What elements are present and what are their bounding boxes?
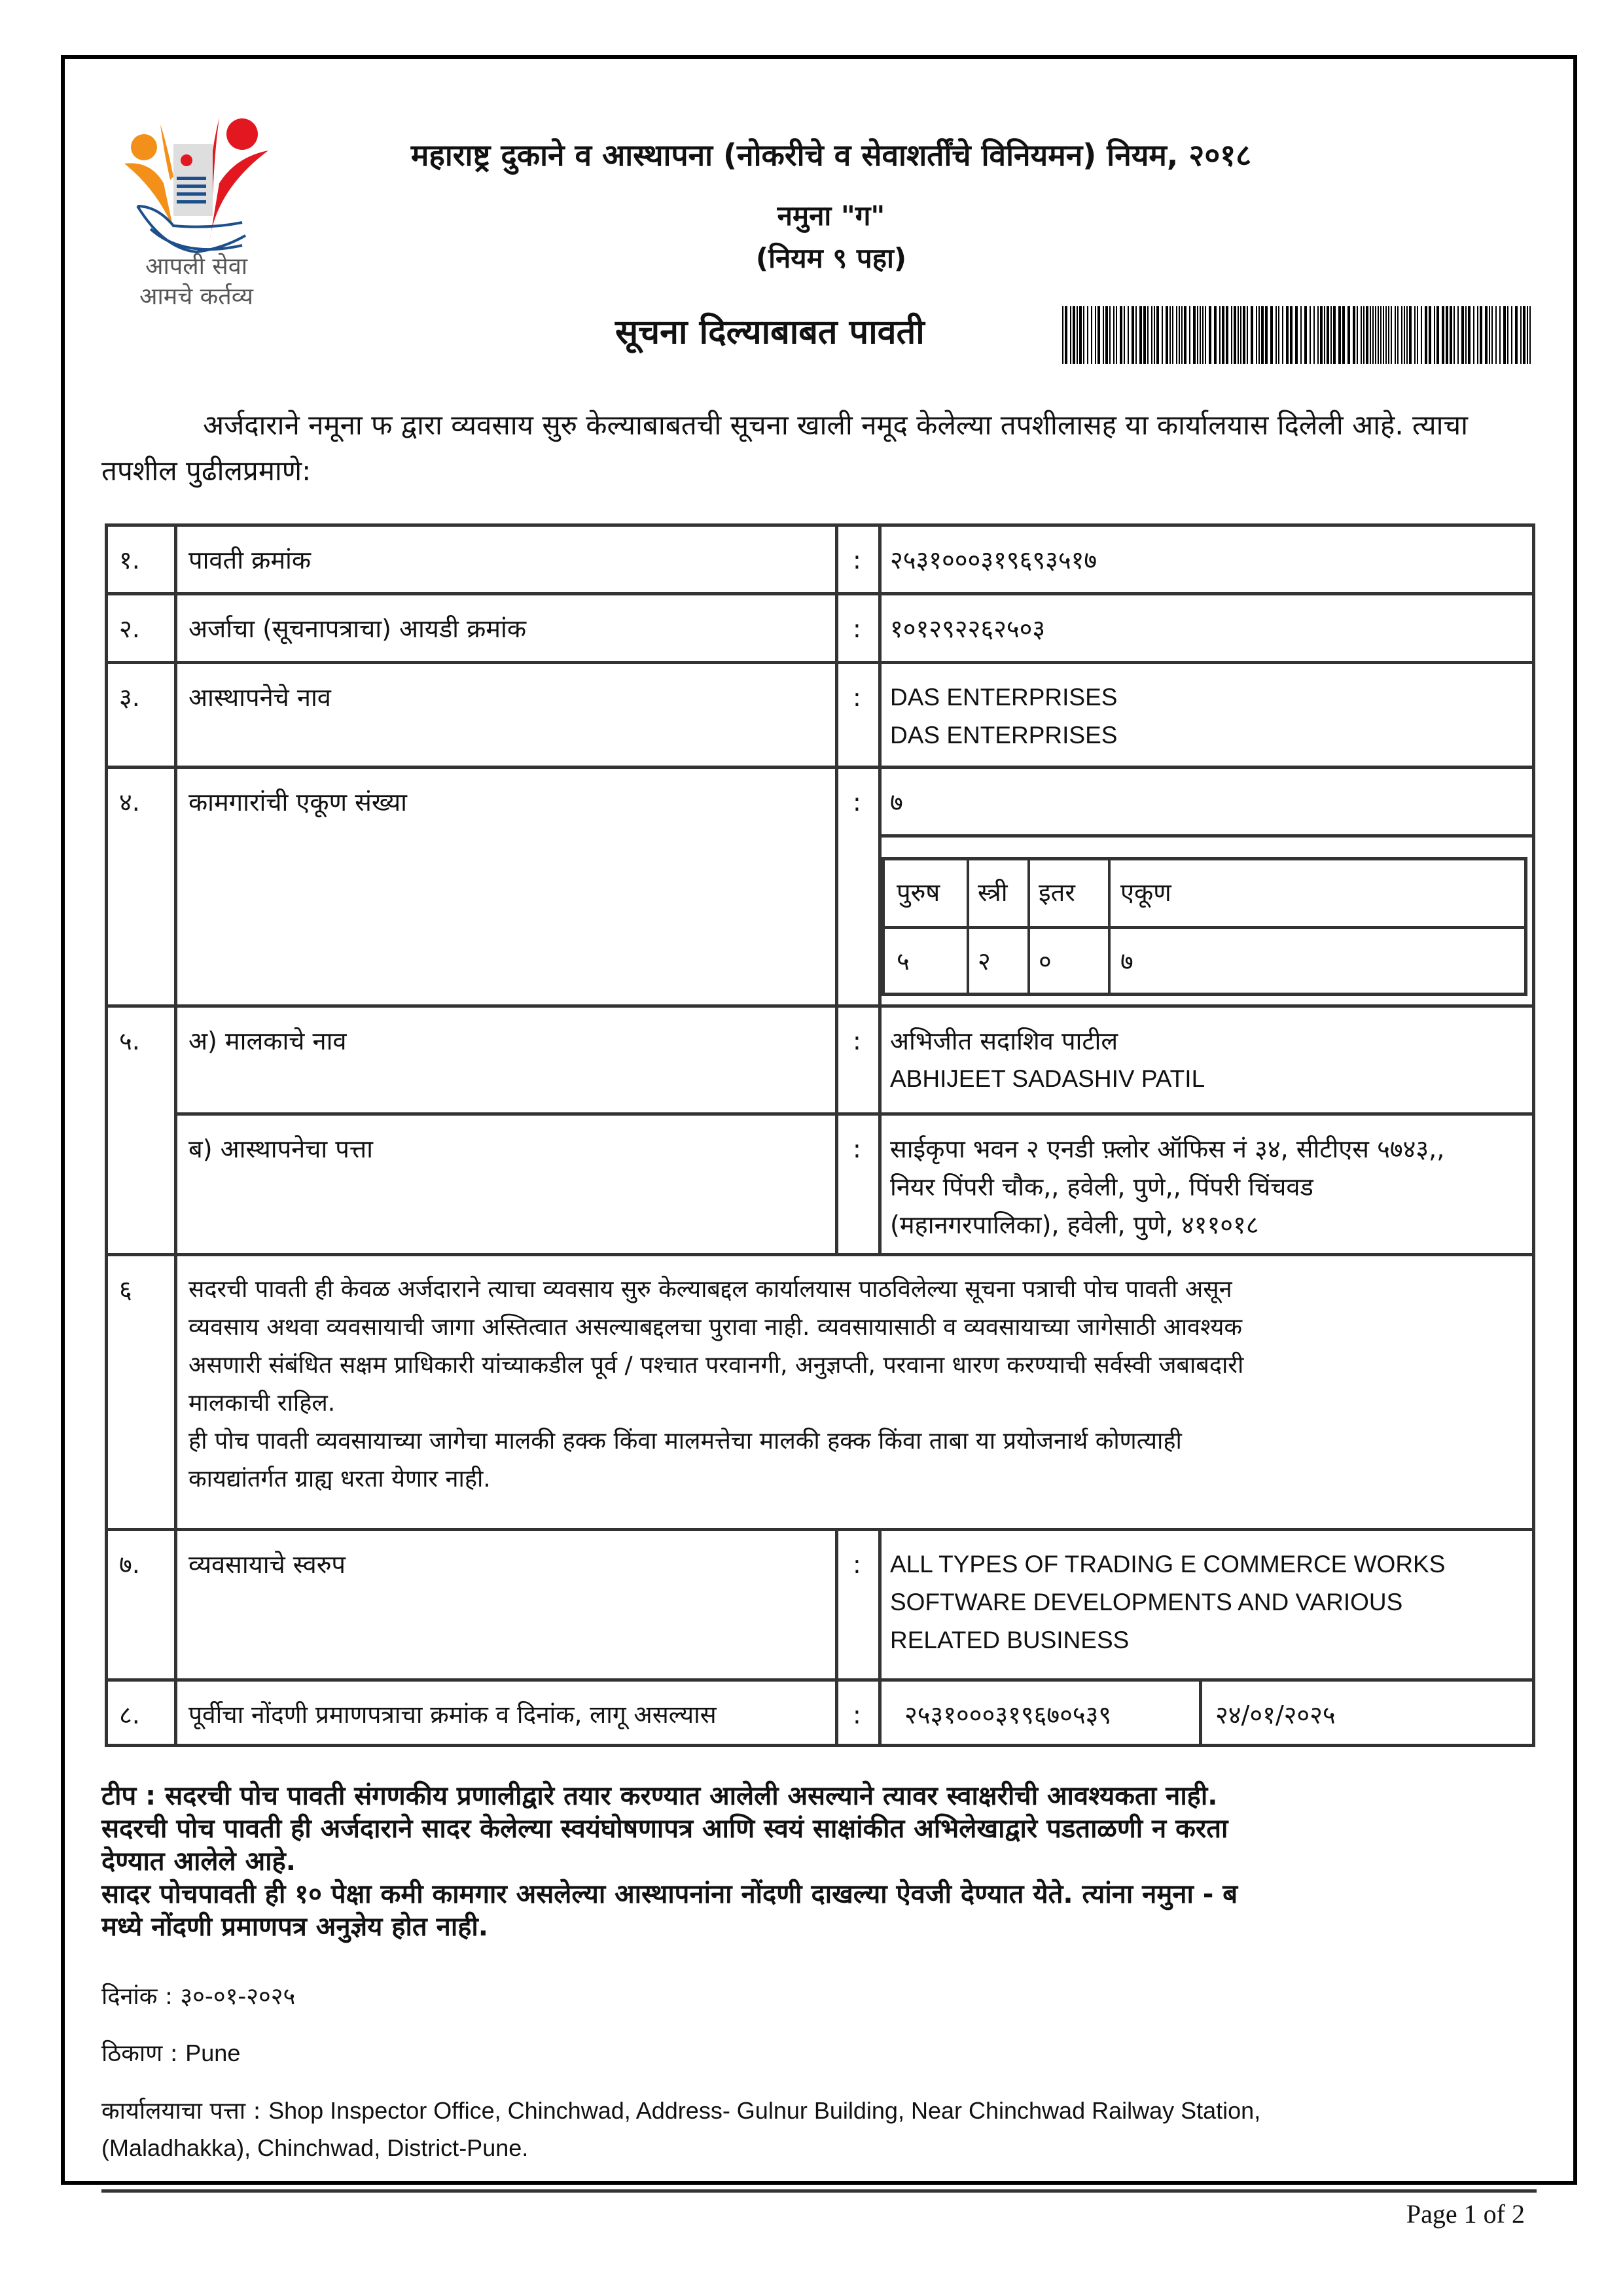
row-separator: : xyxy=(853,1550,861,1579)
row-number: २. xyxy=(119,614,140,643)
note-line3: देण्यात आलेले आहे. xyxy=(101,1846,296,1877)
row-separator: : xyxy=(853,683,861,712)
office-address xyxy=(101,2093,1260,2166)
logo-tagline-line1: आपली सेवा xyxy=(145,253,248,280)
barcode-bar xyxy=(1429,306,1431,364)
barcode-bar xyxy=(1347,306,1350,364)
barcode-bar xyxy=(1361,306,1362,364)
barcode-bar xyxy=(1304,306,1307,364)
header-total: एकूण xyxy=(1120,878,1171,907)
sub-table-col-divider xyxy=(1108,860,1111,993)
barcode-bar xyxy=(1243,306,1245,364)
worker-breakdown-table xyxy=(882,857,1527,996)
barcode-bar xyxy=(1529,306,1531,364)
establishment-address-line3: (महानगरपालिका), हवेली, पुणे, ४११०१८ xyxy=(890,1210,1259,1239)
sub-table-col-divider xyxy=(967,860,969,993)
barcode-bar xyxy=(1457,306,1459,364)
barcode-bar xyxy=(1395,306,1396,364)
barcode-bar xyxy=(1226,306,1228,364)
barcode-bar xyxy=(1265,306,1268,364)
barcode-bar xyxy=(1278,306,1279,364)
disclaimer-line1: सदरची पावती ही केवळ अर्जदाराने त्याचा व्यवसाय सुरु केल्याबद्दल कार्यालयास पाठविलेल्या सूचना पत्राची पोच पावती असून xyxy=(188,1276,1232,1303)
row-label: कामगारांची एकूण संख्या xyxy=(188,788,407,817)
barcode-bar xyxy=(1450,306,1452,364)
place-label: ठिकाण : xyxy=(101,2040,178,2067)
barcode-bar xyxy=(1128,306,1129,364)
table-row xyxy=(105,523,1535,592)
barcode-bar xyxy=(1251,306,1253,364)
barcode-bar xyxy=(1156,306,1159,364)
table-col-divider xyxy=(878,1528,882,1747)
barcode-bar xyxy=(1065,306,1067,364)
row-separator: : xyxy=(853,1027,861,1055)
barcode-bar xyxy=(1139,306,1142,364)
note-line4: सादर पोचपावती ही १० पेक्षा कमी कामगार असलेल्या आस्थापनांना नोंदणी दाखल्या ऐवजी देण्यात येते. त्यांना नमुना - ब xyxy=(101,1879,1238,1909)
table-row xyxy=(105,1004,1535,1112)
disclaimer-line4: मालकाची राहिल. xyxy=(188,1390,336,1417)
barcode-bar xyxy=(1300,306,1302,364)
barcode-bar xyxy=(1120,306,1122,364)
office-address-line2: (Maladhakka), Chinchwad, District-Pune. xyxy=(101,2134,529,2161)
barcode-bar xyxy=(1409,306,1412,364)
row-number: १. xyxy=(119,546,140,574)
barcode-bar xyxy=(1391,306,1392,364)
barcode-bar xyxy=(1442,306,1444,364)
value-other: ० xyxy=(1039,947,1052,976)
table-row xyxy=(105,1112,1535,1253)
barcode-bar xyxy=(1222,306,1224,364)
barcode-bar xyxy=(1511,306,1512,364)
barcode-bar xyxy=(1375,306,1376,364)
barcode-bar xyxy=(1256,306,1257,364)
barcode-bar xyxy=(1333,306,1336,364)
barcode-bar xyxy=(1363,306,1364,364)
barcode-bar xyxy=(1421,306,1422,364)
barcode-bar xyxy=(1338,306,1341,364)
barcode-bar xyxy=(1077,306,1078,364)
cert-date-divider xyxy=(1199,1682,1202,1747)
barcode-bar xyxy=(1143,306,1146,364)
row-label: ब) आस्थापनेचा पत्ता xyxy=(188,1135,373,1163)
barcode-bar xyxy=(1105,306,1108,364)
barcode-bar xyxy=(1324,306,1325,364)
barcode-bar xyxy=(1095,306,1096,364)
barcode-bar xyxy=(1473,306,1474,364)
barcode-bar xyxy=(1465,306,1467,364)
barcode-bar xyxy=(1087,306,1088,364)
issue-date xyxy=(101,1979,295,2011)
barcode-bar xyxy=(1380,306,1382,364)
establishment-name-alt: DAS ENTERPRISES xyxy=(890,722,1118,749)
application-id: १०१२९२२६२५०३ xyxy=(890,614,1046,643)
table-row xyxy=(105,592,1535,661)
barcode-bar xyxy=(1372,306,1374,364)
value-total: ७ xyxy=(1120,947,1133,976)
barcode-bar xyxy=(1503,306,1506,364)
barcode-bar xyxy=(1327,306,1329,364)
logo-tagline-line2: आमचे कर्तव्य xyxy=(139,283,253,310)
barcode-bar xyxy=(1209,306,1211,364)
barcode-bar xyxy=(1434,306,1435,364)
previous-certificate-number: २५३१०००३१९६७०५३९ xyxy=(904,1701,1112,1729)
table-row xyxy=(105,1528,1535,1678)
total-workers: ७ xyxy=(890,788,903,817)
intro-text: अर्जदाराने नमूना फ द्वारा व्यवसाय सुरु केल्याबाबतची सूचना खाली नमूद केलेल्या तपशीलासह या कार्यालयास दिलेली आहे. त्याचा तपशील पुढीलप्रमाणे: xyxy=(101,409,1469,487)
barcode-bar xyxy=(1353,306,1355,364)
disclaimer-line5: ही पोच पावती व्यवसायाच्या जागेचा मालकी हक्क किंवा मालमत्तेचा मालकी हक्क किंवा ताबा या प्रयोजनार्थ कोणत्याही xyxy=(188,1428,1182,1455)
row-number: ४. xyxy=(119,788,140,817)
issue-place xyxy=(101,2036,240,2068)
table-row xyxy=(105,1678,1535,1747)
barcode-bar xyxy=(1425,306,1427,364)
barcode-bar xyxy=(1193,306,1196,364)
note-line2: सदरची पोच पावती ही अर्जदाराने सादर केलेल्या स्वयंघोषणापत्र आणि स्वयं साक्षांकीत अभिलेखाद्वारे पडताळणी न करता xyxy=(101,1814,1228,1844)
value-female: २ xyxy=(978,947,991,976)
document-title: सूचना दिल्याबाबत पावती xyxy=(615,313,925,352)
barcode-bar xyxy=(1357,306,1358,364)
barcode-bar xyxy=(1385,306,1387,364)
row-separator: : xyxy=(853,546,861,574)
barcode-bar xyxy=(1520,306,1522,364)
barcode-bar xyxy=(1295,306,1298,364)
row-number: ५. xyxy=(119,1027,140,1055)
barcode-bar xyxy=(1342,306,1345,364)
barcode-bar xyxy=(1200,306,1201,364)
barcode-bar xyxy=(1401,306,1402,364)
establishment-address-line2: नियर पिंपरी चौक,, हवेली, पुणे,, पिंपरी चिंचवड xyxy=(890,1173,1313,1201)
barcode-bar xyxy=(1417,306,1418,364)
row-inner-divider xyxy=(878,834,1535,838)
barcode-bar xyxy=(1247,306,1248,364)
barcode-bar xyxy=(1485,306,1488,364)
owner-name-english: ABHIJEET SADASHIV PATIL xyxy=(890,1065,1205,1092)
barcode-bar xyxy=(1282,306,1283,364)
barcode-bar xyxy=(1135,306,1137,364)
barcode-bar xyxy=(1116,306,1117,364)
barcode-bar xyxy=(1231,306,1232,364)
footer-divider xyxy=(101,2189,1537,2193)
disclaimer-line2: व्यवसाय अथवा व्यवसायाची जागा अस्तित्वात असल्याबद्दलचा पुरावा नाही. व्यवसायासाठी व व्यवसायाच्या जागेसाठी आवश्यक xyxy=(188,1314,1243,1341)
barcode-bar xyxy=(1109,306,1111,364)
barcode-bar xyxy=(1062,306,1063,364)
barcode-bar xyxy=(1404,306,1405,364)
barcode-bar xyxy=(1147,306,1149,364)
header-male: पुरुष xyxy=(897,878,940,907)
intro-paragraph xyxy=(101,402,1541,494)
barcode-bar xyxy=(1258,306,1260,364)
barcode-bar xyxy=(1214,306,1217,364)
row-number: ३. xyxy=(119,683,140,712)
barcode-bar xyxy=(1166,306,1168,364)
barcode-bar xyxy=(1275,306,1277,364)
barcode-bar xyxy=(1124,306,1125,364)
barcode-bar xyxy=(1477,306,1478,364)
barcode-bar xyxy=(1414,306,1416,364)
header-other: इतर xyxy=(1039,878,1075,907)
rule-reference: (नियम ९ पहा) xyxy=(755,242,907,274)
establishment-address-line1: साईकृपा भवन २ एनडी फ़्लोर ऑफिस नं ३४, सीटीएस ५७४३,, xyxy=(890,1135,1445,1163)
barcode-bar xyxy=(1515,306,1518,364)
business-nature-line1: ALL TYPES OF TRADING E COMMERCE WORKS xyxy=(890,1551,1446,1578)
barcode-bar xyxy=(1270,306,1273,364)
barcode-bar xyxy=(1162,306,1163,364)
barcode-bar xyxy=(1313,306,1315,364)
previous-certificate-date: २४/०१/२०२५ xyxy=(1215,1701,1336,1729)
logo-tagline xyxy=(118,252,275,312)
table-row xyxy=(105,1253,1535,1528)
date-value: ३०-०१-२०२५ xyxy=(180,1983,296,2010)
barcode-bar xyxy=(1113,306,1115,364)
barcode-bar xyxy=(1491,306,1493,364)
row-number: ७. xyxy=(119,1550,140,1579)
table-col-divider xyxy=(835,523,838,1253)
barcode-bar xyxy=(1154,306,1155,364)
barcode-bar xyxy=(1330,306,1332,364)
barcode-bar xyxy=(1468,306,1471,364)
barcode-bar xyxy=(1179,306,1180,364)
row-number: ८. xyxy=(119,1701,140,1729)
row-number: ६ xyxy=(119,1275,132,1304)
barcode-bar xyxy=(1436,306,1439,364)
place-value: Pune xyxy=(185,2040,241,2066)
row-label: पावती क्रमांक xyxy=(188,546,312,574)
barcode-bar xyxy=(1181,306,1183,364)
sub-table-row-divider xyxy=(885,926,1524,929)
barcode-bar xyxy=(1320,306,1323,364)
row-label: पूर्वीचा नोंदणी प्रमाणपत्राचा क्रमांक व दिनांक, लागू असल्यास xyxy=(188,1701,717,1729)
receipt-number: २५३१०००३१९६९३५१७ xyxy=(890,546,1097,574)
barcode-bar xyxy=(1132,306,1134,364)
note-line1: टीप : सदरची पोच पावती संगणकीय प्रणालीद्वारे तयार करण्यात आलेली असल्याने त्यावर स्वाक्षरीची आवश्यकता नाही. xyxy=(101,1781,1218,1811)
barcode-bar xyxy=(1083,306,1084,364)
barcode-bar xyxy=(1527,306,1528,364)
establishment-name: DAS ENTERPRISES xyxy=(890,684,1118,711)
barcode-bar xyxy=(1172,306,1173,364)
barcode-bar xyxy=(1184,306,1186,364)
disclaimer-line3: असणारी संबंधित सक्षम प्राधिकारी यांच्याकडील पूर्व / पश्चात परवानगी, अनुज्ञप्ती, परवाना धारण करण्याची सर्वस्वी जबाबदारी xyxy=(188,1352,1244,1379)
barcode-bar xyxy=(1523,306,1525,364)
page-number: Page 1 of 2 xyxy=(1406,2199,1525,2229)
sub-table-col-divider xyxy=(1027,860,1030,993)
row-label: अ) मालकाचे नाव xyxy=(188,1027,347,1055)
barcode-bar xyxy=(1176,306,1177,364)
note-block xyxy=(101,1780,1541,1943)
barcode-bar xyxy=(1378,306,1379,364)
barcode-bar xyxy=(1461,306,1464,364)
rules-title: महाराष्ट्र दुकाने व आस्थापना (नोकरीचे व सेवाशर्तींचे विनियमन) नियम, २०१८ xyxy=(410,137,1252,173)
barcode-bar xyxy=(1366,306,1368,364)
barcode-bar xyxy=(1238,306,1239,364)
row-label: व्यवसायाचे स्वरुप xyxy=(188,1550,346,1579)
owner-name-marathi: अभिजीत सदाशिव पाटील xyxy=(890,1027,1118,1055)
office-address-line1: Shop Inspector Office, Chinchwad, Address- Gulnur Building, Near Chinchwad Railway Station, xyxy=(268,2097,1261,2124)
barcode-bar xyxy=(1480,306,1482,364)
disclaimer-line6: कायद्यांतर्गत ग्राह्य धरता येणार नाही. xyxy=(188,1466,491,1492)
barcode-bar xyxy=(1261,306,1264,364)
table-col-divider xyxy=(835,1528,838,1747)
barcode-bar xyxy=(1317,306,1319,364)
barcode-bar xyxy=(1079,306,1082,364)
barcode-bar xyxy=(1507,306,1508,364)
barcode-bar xyxy=(1169,306,1171,364)
office-label: कार्यालयाचा पत्ता : xyxy=(101,2098,261,2125)
barcode-bar xyxy=(1091,306,1092,364)
barcode-bar xyxy=(1388,306,1389,364)
barcode-bar xyxy=(1197,306,1198,364)
barcode-bar xyxy=(1406,306,1408,364)
barcode-bar xyxy=(1103,306,1104,364)
barcode-bar xyxy=(1290,306,1293,364)
barcode-bar xyxy=(1310,306,1311,364)
barcode-bar xyxy=(1397,306,1399,364)
business-nature-line3: RELATED BUSINESS xyxy=(890,1627,1130,1653)
row-label: आस्थापनेचे नाव xyxy=(188,683,331,712)
barcode-bar xyxy=(1240,306,1241,364)
row-separator: : xyxy=(853,1135,861,1163)
row-separator: : xyxy=(853,1701,861,1729)
barcode-bar xyxy=(1454,306,1455,364)
barcode-bar xyxy=(1219,306,1221,364)
table-row xyxy=(105,661,1535,766)
barcode-bar xyxy=(1489,306,1490,364)
barcode-bar xyxy=(1446,306,1448,364)
barcode-bar xyxy=(1286,306,1289,364)
barcode-bar xyxy=(1495,306,1497,364)
barcode-bar xyxy=(1070,306,1071,364)
barcode-icon xyxy=(1062,306,1533,364)
barcode-bar xyxy=(1234,306,1236,364)
barcode-bar xyxy=(1073,306,1075,364)
row-label: अर्जाचा (सूचनापत्राचा) आयडी क्रमांक xyxy=(188,614,527,643)
row-separator: : xyxy=(853,614,861,643)
date-label: दिनांक : xyxy=(101,1983,173,2010)
barcode-bar xyxy=(1151,306,1152,364)
barcode-bar xyxy=(1370,306,1371,364)
row-separator: : xyxy=(853,788,861,817)
barcode-bar xyxy=(1383,306,1384,364)
barcode-bar xyxy=(1097,306,1100,364)
form-name: नमुना "ग" xyxy=(777,200,885,232)
header-female: स्त्री xyxy=(978,878,1008,907)
note-line5: मध्ये नोंदणी प्रमाणपत्र अनुज्ञेय होत नाही. xyxy=(101,1912,488,1942)
business-nature-line2: SOFTWARE DEVELOPMENTS AND VARIOUS xyxy=(890,1589,1403,1616)
barcode-bar xyxy=(1202,306,1204,364)
barcode-bar xyxy=(1189,306,1190,364)
value-male: ५ xyxy=(897,947,910,976)
barcode-bar xyxy=(1499,306,1501,364)
barcode-bar xyxy=(1205,306,1206,364)
